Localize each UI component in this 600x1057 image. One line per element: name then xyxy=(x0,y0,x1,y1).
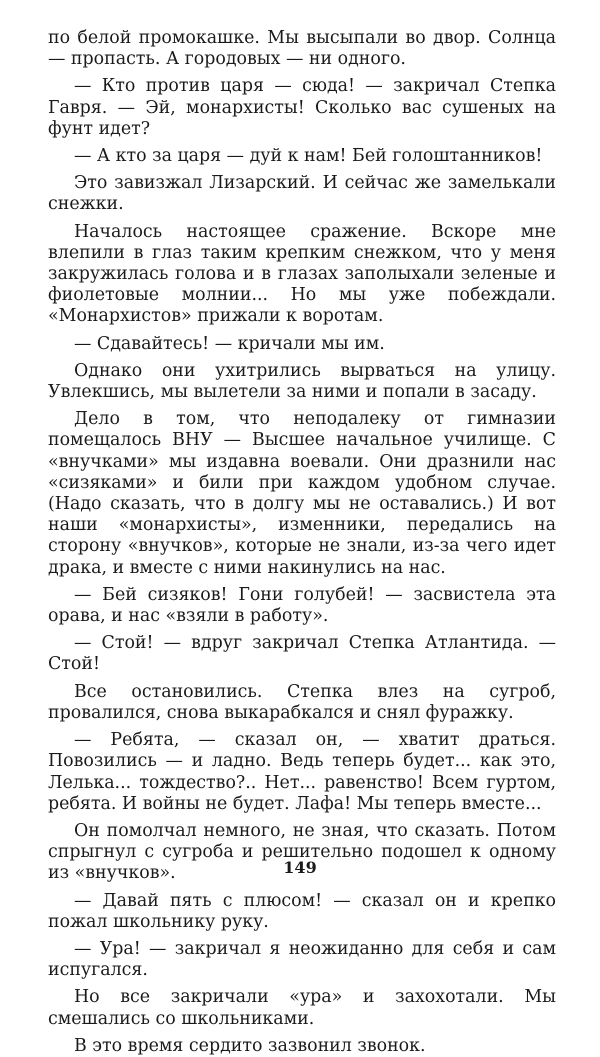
paragraph-17: В это время сердито зазвонил звонок. xyxy=(74,1035,426,1056)
paragraph-15: — Ура! — закричал я неожиданно для себя и сам испугался. xyxy=(48,938,556,981)
paragraph-11: Все остановились. Степка влез на сугроб, провалился, снова выкарабкался и снял фуражку. xyxy=(48,681,556,723)
paragraph-13: Он помолчал немного, не зная, что сказать. Потом спрыгнул с сугроба и решительно подошел к одному из «внучков». xyxy=(48,820,556,884)
page-body xyxy=(48,28,556,1057)
paragraph-2: — Кто против царя — сюда! — закричал Степка Гавря. — Эй, монархисты! Сколько вас сушеных на фунт идет? xyxy=(48,76,556,139)
paragraph-7: Однако они ухитрились вырваться на улицу. Увлекшись, мы вылетели за ними и попали в засаду. xyxy=(48,360,556,403)
paragraph-3: — А кто за царя — дуй к нам! Бей голоштанников! xyxy=(74,146,543,167)
paragraph-6: — Сдавайтесь! — кричали мы им. xyxy=(74,333,385,354)
paragraph-5: Началось настоящее сражение. Вскоре мне влепили в глаз таким крепким снежком, что у меня закружилась голова и в глазах заполыхали зеленые и фиолетовые молнии... Но мы уже побеждали. «Монархистов» прижали к воротам. xyxy=(48,221,556,327)
paragraph-8: Дело в том, что неподалеку от гимназии помещалось ВНУ — Высшее начальное училище. С «внучками» мы издавна воевали. Они дразнили нас «сизяками» и били при каждом удобном случае. (Надо сказать, что в долгу мы не оставались.) И вот наши «монархисты», изменники, передались на сторону «внучков», которые не знали, из-за чего идет драка, и вместе с ними накинулись на нас. xyxy=(48,409,556,578)
paragraph-12: — Ребята, — сказал он, — хватит драться. Повозились — и ладно. Ведь теперь будет... как это, Лелька... тождество?.. Нет... равенство! Всем гуртом, ребята. И войны не будет. Лафа! Мы теперь вместе... xyxy=(48,730,556,814)
page-number: 149 xyxy=(283,858,317,877)
paragraph-14: — Давай пять с плюсом! — сказал он и крепко пожал школьнику руку. xyxy=(48,890,556,932)
paragraph-4: Это завизжал Лизарский. И сейчас же замелькали снежки. xyxy=(48,173,556,215)
paragraph-1: по белой промокашке. Мы высыпали во двор. Солнца — пропасть. А городовых — ни одного. xyxy=(48,28,556,70)
paragraph-16: Но все закричали «ура» и захохотали. Мы смешались со школьниками. xyxy=(48,987,556,1029)
paragraph-10: — Стой! — вдруг закричал Степка Атлантида. — Стой! xyxy=(48,633,556,675)
paragraph-9: — Бей сизяков! Гони голубей! — засвистела эта орава, и нас «взяли в работу». xyxy=(48,584,556,627)
